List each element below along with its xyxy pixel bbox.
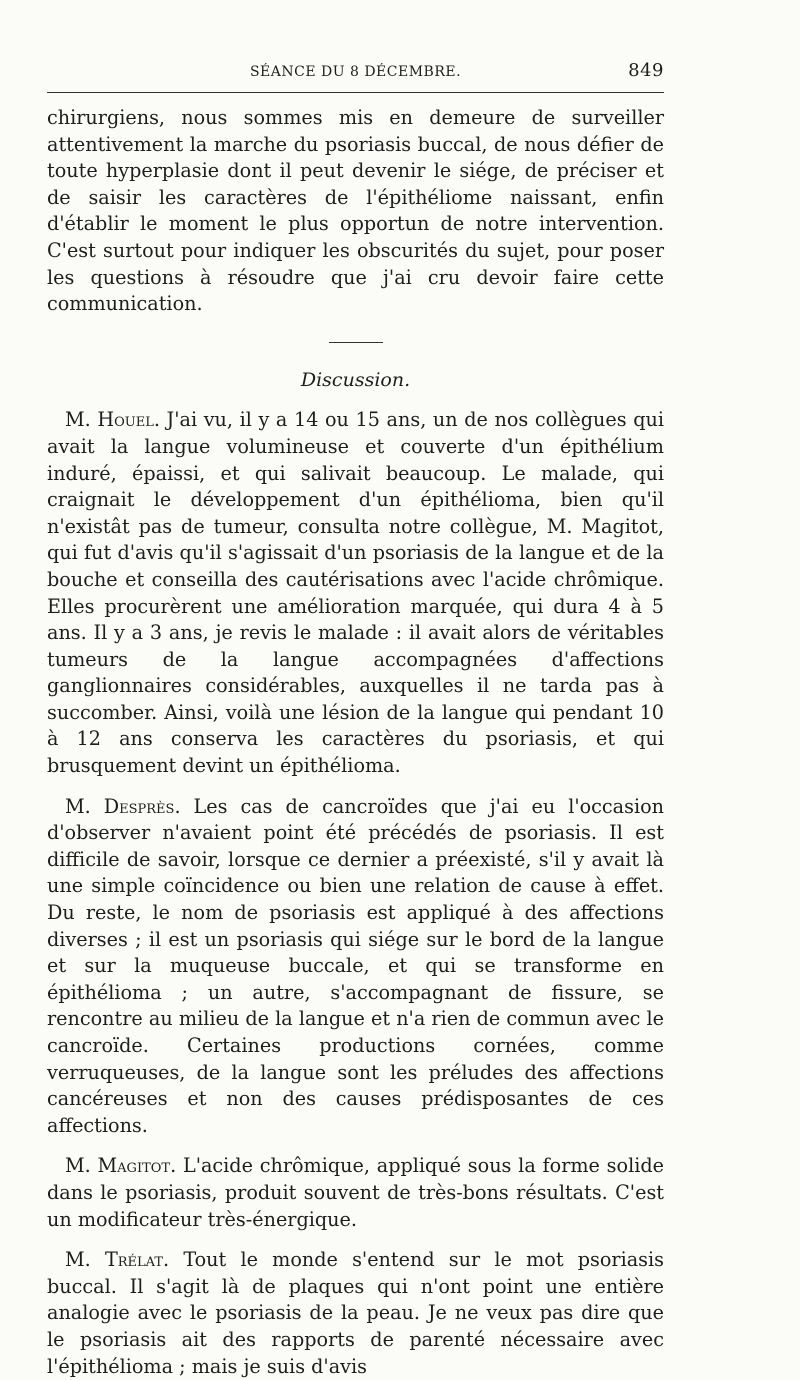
speaker-name: M. Desprès. — [65, 794, 181, 818]
speaker-name: M. Trélat. — [65, 1248, 170, 1272]
section-title: Discussion. — [300, 368, 411, 391]
document-page — [47, 58, 664, 1380]
intervention-paragraph — [47, 794, 664, 1140]
speaker-name: M. Houel. — [65, 408, 160, 432]
header-rule — [47, 92, 664, 93]
intervention-paragraph — [47, 407, 664, 779]
intervention-text: J'ai vu, il y a 14 ou 15 ans, un de nos collègues qui avait la langue volumineuse et couverte d'un épithélium induré, épaissi, et qui salivait beaucoup. Le malade, qui craignait le développement d'un épithélioma, bien qu'il n'existât pas de tumeur, consulta notre collègue, M. Magitot, qui fut d'avis qu'il s'agissait d'un psoriasis de la langue et de la bouche et conseilla des cautérisations avec l'acide chrômique. Elles procurèrent une amélioration marquée, qui dura 4 à 5 ans. Il y a 3 ans, je revis le malade : il avait alors de véritables tumeurs de la langue accompagnées d'affections ganglionnaires considérables, auxquelles il ne tarda pas à succomber. Ainsi, voilà une lésion de la langue qui pendant 10 à 12 ans conserva les caractères du psoriasis, et qui brusquement devint un épithélioma. — [47, 408, 664, 778]
intervention-text: L'acide chrômique, appliqué sous la forme solide dans le psoriasis, produit souvent de très-bons résultats. C'est un modificateur très-énergique. — [47, 1154, 664, 1231]
continuation-paragraph: chirurgiens, nous sommes mis en demeure de surveiller attentivement la marche du psoriasis buccal, de nous défier de toute hyperplasie dont il peut devenir le siége, de préciser et de saisir les caractères de l'épithéliome naissant, enfin d'établir le moment le plus opportun de notre intervention. C'est surtout pour indiquer les obscurités du sujet, pour poser les questions à résoudre que j'ai cru devoir faire cette communication. — [47, 106, 664, 316]
section-separator — [329, 342, 383, 343]
intervention-paragraph — [47, 1247, 664, 1380]
running-head — [47, 58, 664, 86]
body-text — [47, 105, 664, 1380]
intervention-text: Tout le monde s'entend sur le mot psoriasis buccal. Il s'agit là de plaques qui n'ont point une entière analogie avec le psoriasis de la peau. Je ne veux pas dire que le psoriasis ait des rapports de parenté nécessaire avec l'épithélioma ; mais je suis d'avis — [47, 1248, 664, 1378]
page-number: 849 — [628, 60, 664, 81]
intervention-text: Les cas de cancroïdes que j'ai eu l'occasion d'observer n'avaient point été précédés de psoriasis. Il est difficile de savoir, lorsque ce dernier a préexisté, s'il y avait là une simple coïncidence ou bien une relation de cause à effet. Du reste, le nom de psoriasis est appliqué à des affections diverses ; il est un psoriasis qui siége sur le bord de la langue et sur la muqueuse buccale, et qui se transforme en épithélioma ; un autre, s'accompagnant de fissure, se rencontre au milieu de la langue et n'a rien de commun avec le cancroïde. Certaines productions cornées, comme verruqueuses, de la langue sont les préludes des affections cancéreuses et non des causes prédisposantes de ces affections. — [47, 794, 664, 1137]
running-title: SÉANCE DU 8 DÉCEMBRE. — [249, 64, 462, 80]
speaker-name: M. Magitot. — [65, 1154, 177, 1178]
intervention-paragraph — [47, 1153, 664, 1233]
